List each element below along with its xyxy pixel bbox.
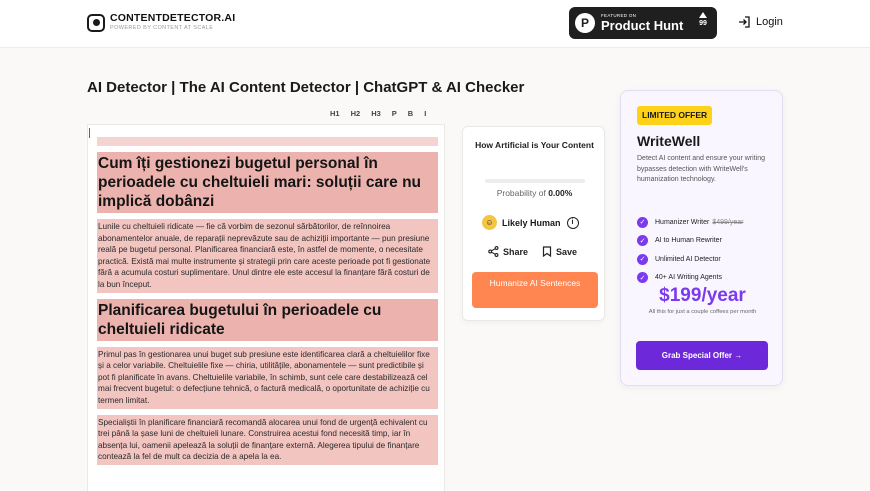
- top-nav-bar: [0, 0, 870, 48]
- vote-count: 99: [699, 20, 707, 27]
- highlighted-heading: [97, 299, 438, 341]
- highlighted-paragraph: [97, 219, 438, 293]
- probability-text: [463, 188, 606, 198]
- verdict: [482, 215, 579, 230]
- grab-offer-button[interactable]: Grab Special Offer →: [636, 341, 768, 370]
- text-editor[interactable]: [87, 124, 445, 491]
- editor-heading-1: Cum îți gestionezi bugetul personal în perioadele cu cheltuieli mari: soluții care nu implică dobânzi: [98, 155, 422, 210]
- editor-paragraph-2: Primul pas în gestionarea unui buget sub presiune este identificarea clară a cheltuielilor fixe și a celor variabile. Cheltuielile fixe — chiria, utilitățile, abonamentele — sunt predictibile și pot fi planificate în avans. Cheltuielile variabile, în schimb, sunt cele care destabilizează cel mai frecvent bugetul: o defecțiune tehnică, o factură medicală, o oportunitate de achiziție cu termen limitat.: [98, 349, 430, 405]
- check-icon: ✓: [637, 254, 648, 265]
- highlighted-paragraph: [97, 347, 438, 409]
- share-icon: [488, 246, 499, 257]
- highlighted-paragraph: [97, 415, 438, 465]
- info-icon[interactable]: i: [567, 217, 579, 229]
- text-caret: [89, 128, 90, 138]
- login-label: Login: [756, 16, 783, 28]
- feature-label: AI to Human Rewriter: [655, 237, 722, 245]
- login-icon: [738, 16, 750, 28]
- feature-item: [637, 250, 743, 269]
- toolbar-paragraph-button[interactable]: P: [391, 109, 397, 118]
- product-hunt-icon: P: [575, 13, 595, 33]
- offer-feature-list: [637, 213, 743, 287]
- product-hunt-name: Product Hunt: [601, 18, 684, 33]
- save-button[interactable]: [542, 246, 577, 257]
- check-icon: ✓: [637, 235, 648, 246]
- result-actions: [488, 246, 577, 257]
- feature-old-price: $499/year: [712, 218, 744, 226]
- brand-name: CONTENTDETECTOR.AI: [110, 12, 236, 24]
- offer-price: $199/year: [659, 285, 746, 306]
- save-label: Save: [556, 246, 578, 257]
- logo-icon: [87, 14, 105, 32]
- toolbar-bold-button[interactable]: B: [407, 109, 414, 118]
- feature-item: [637, 232, 743, 251]
- humanize-button[interactable]: Humanize AI Sentences: [472, 272, 598, 308]
- check-icon: ✓: [637, 272, 648, 283]
- offer-price-note: All this for just a couple coffees per month: [648, 309, 757, 315]
- check-icon: ✓: [637, 217, 648, 228]
- toolbar-h2-button[interactable]: H2: [350, 109, 361, 118]
- result-title: How Artificial is Your Content: [475, 140, 594, 150]
- probability-value: 0.00%: [548, 188, 573, 198]
- offer-product-name: WriteWell: [637, 133, 701, 149]
- toolbar-italic-button[interactable]: I: [424, 109, 427, 118]
- format-toolbar: [330, 109, 426, 118]
- share-label: Share: [503, 246, 529, 257]
- product-hunt-badge[interactable]: [569, 7, 717, 39]
- upvote-arrow-icon: [699, 12, 707, 18]
- page-title: AI Detector | The AI Content Detector | ChatGPT & AI Checker: [87, 79, 525, 96]
- feature-item: [637, 213, 743, 232]
- detection-result-card: [462, 126, 605, 321]
- probability-bar: [485, 179, 585, 183]
- offer-description: Detect AI content and ensure your writing bypasses detection with WriteWell's humanization technology.: [637, 155, 766, 183]
- product-hunt-featured-label: FEATURED ON: [601, 13, 637, 18]
- toolbar-h3-button[interactable]: H3: [371, 109, 381, 118]
- feature-label: Humanizer Writer: [655, 218, 710, 226]
- bookmark-icon: [542, 246, 552, 257]
- product-hunt-votes: [699, 12, 707, 27]
- editor-document: [97, 137, 438, 471]
- probability-label: Probability of: [496, 188, 546, 198]
- feature-label: Unlimited AI Detector: [655, 255, 721, 263]
- limited-offer-badge: LIMITED OFFER: [637, 106, 712, 125]
- offer-card: [620, 90, 783, 386]
- smiling-face-icon: ☺: [482, 215, 497, 230]
- verdict-label: Likely Human: [502, 217, 561, 228]
- brand-logo[interactable]: [87, 13, 235, 32]
- share-button[interactable]: [488, 246, 528, 257]
- editor-paragraph-1: Lunile cu cheltuieli ridicate — fie că vorbim de sezonul sărbătorilor, de reînnoirea abonamentelor anuale, de reparații neprevăzute sau de achiziții importante — pun presiune reală pe bugetul personal. Planificarea financiară este, în astfel de momente, o necesitate practică. Există mai multe instrumente și strategii prin care aceste perioade pot fi gestionate fără a acumula costuri suplimentare. Unul dintre ele este accesul la finanțare fără costuri de la bun început.: [98, 222, 431, 289]
- editor-heading-2: Planificarea bugetului în perioadele cu cheltuieli ridicate: [98, 301, 382, 338]
- highlighted-heading: [97, 152, 438, 213]
- login-button[interactable]: [738, 16, 783, 28]
- toolbar-h1-button[interactable]: H1: [330, 109, 340, 118]
- editor-paragraph-3: Specialiștii în planificare financiară recomandă alocarea unui fond de urgență echivalent cu trei până la șase luni de cheltuieli lunare. Construirea acestui fond necesită timp, iar în absența lui, oamenii apelează la soluții de finanțare externă. Alegerea tipului de finanțare contează la fel de mult ca decizia de a apela la ea.: [98, 417, 428, 462]
- brand-tagline: POWERED BY CONTENT AT SCALE: [110, 25, 214, 31]
- highlight-spacer: [97, 137, 438, 146]
- feature-label: 40+ AI Writing Agents: [655, 274, 722, 282]
